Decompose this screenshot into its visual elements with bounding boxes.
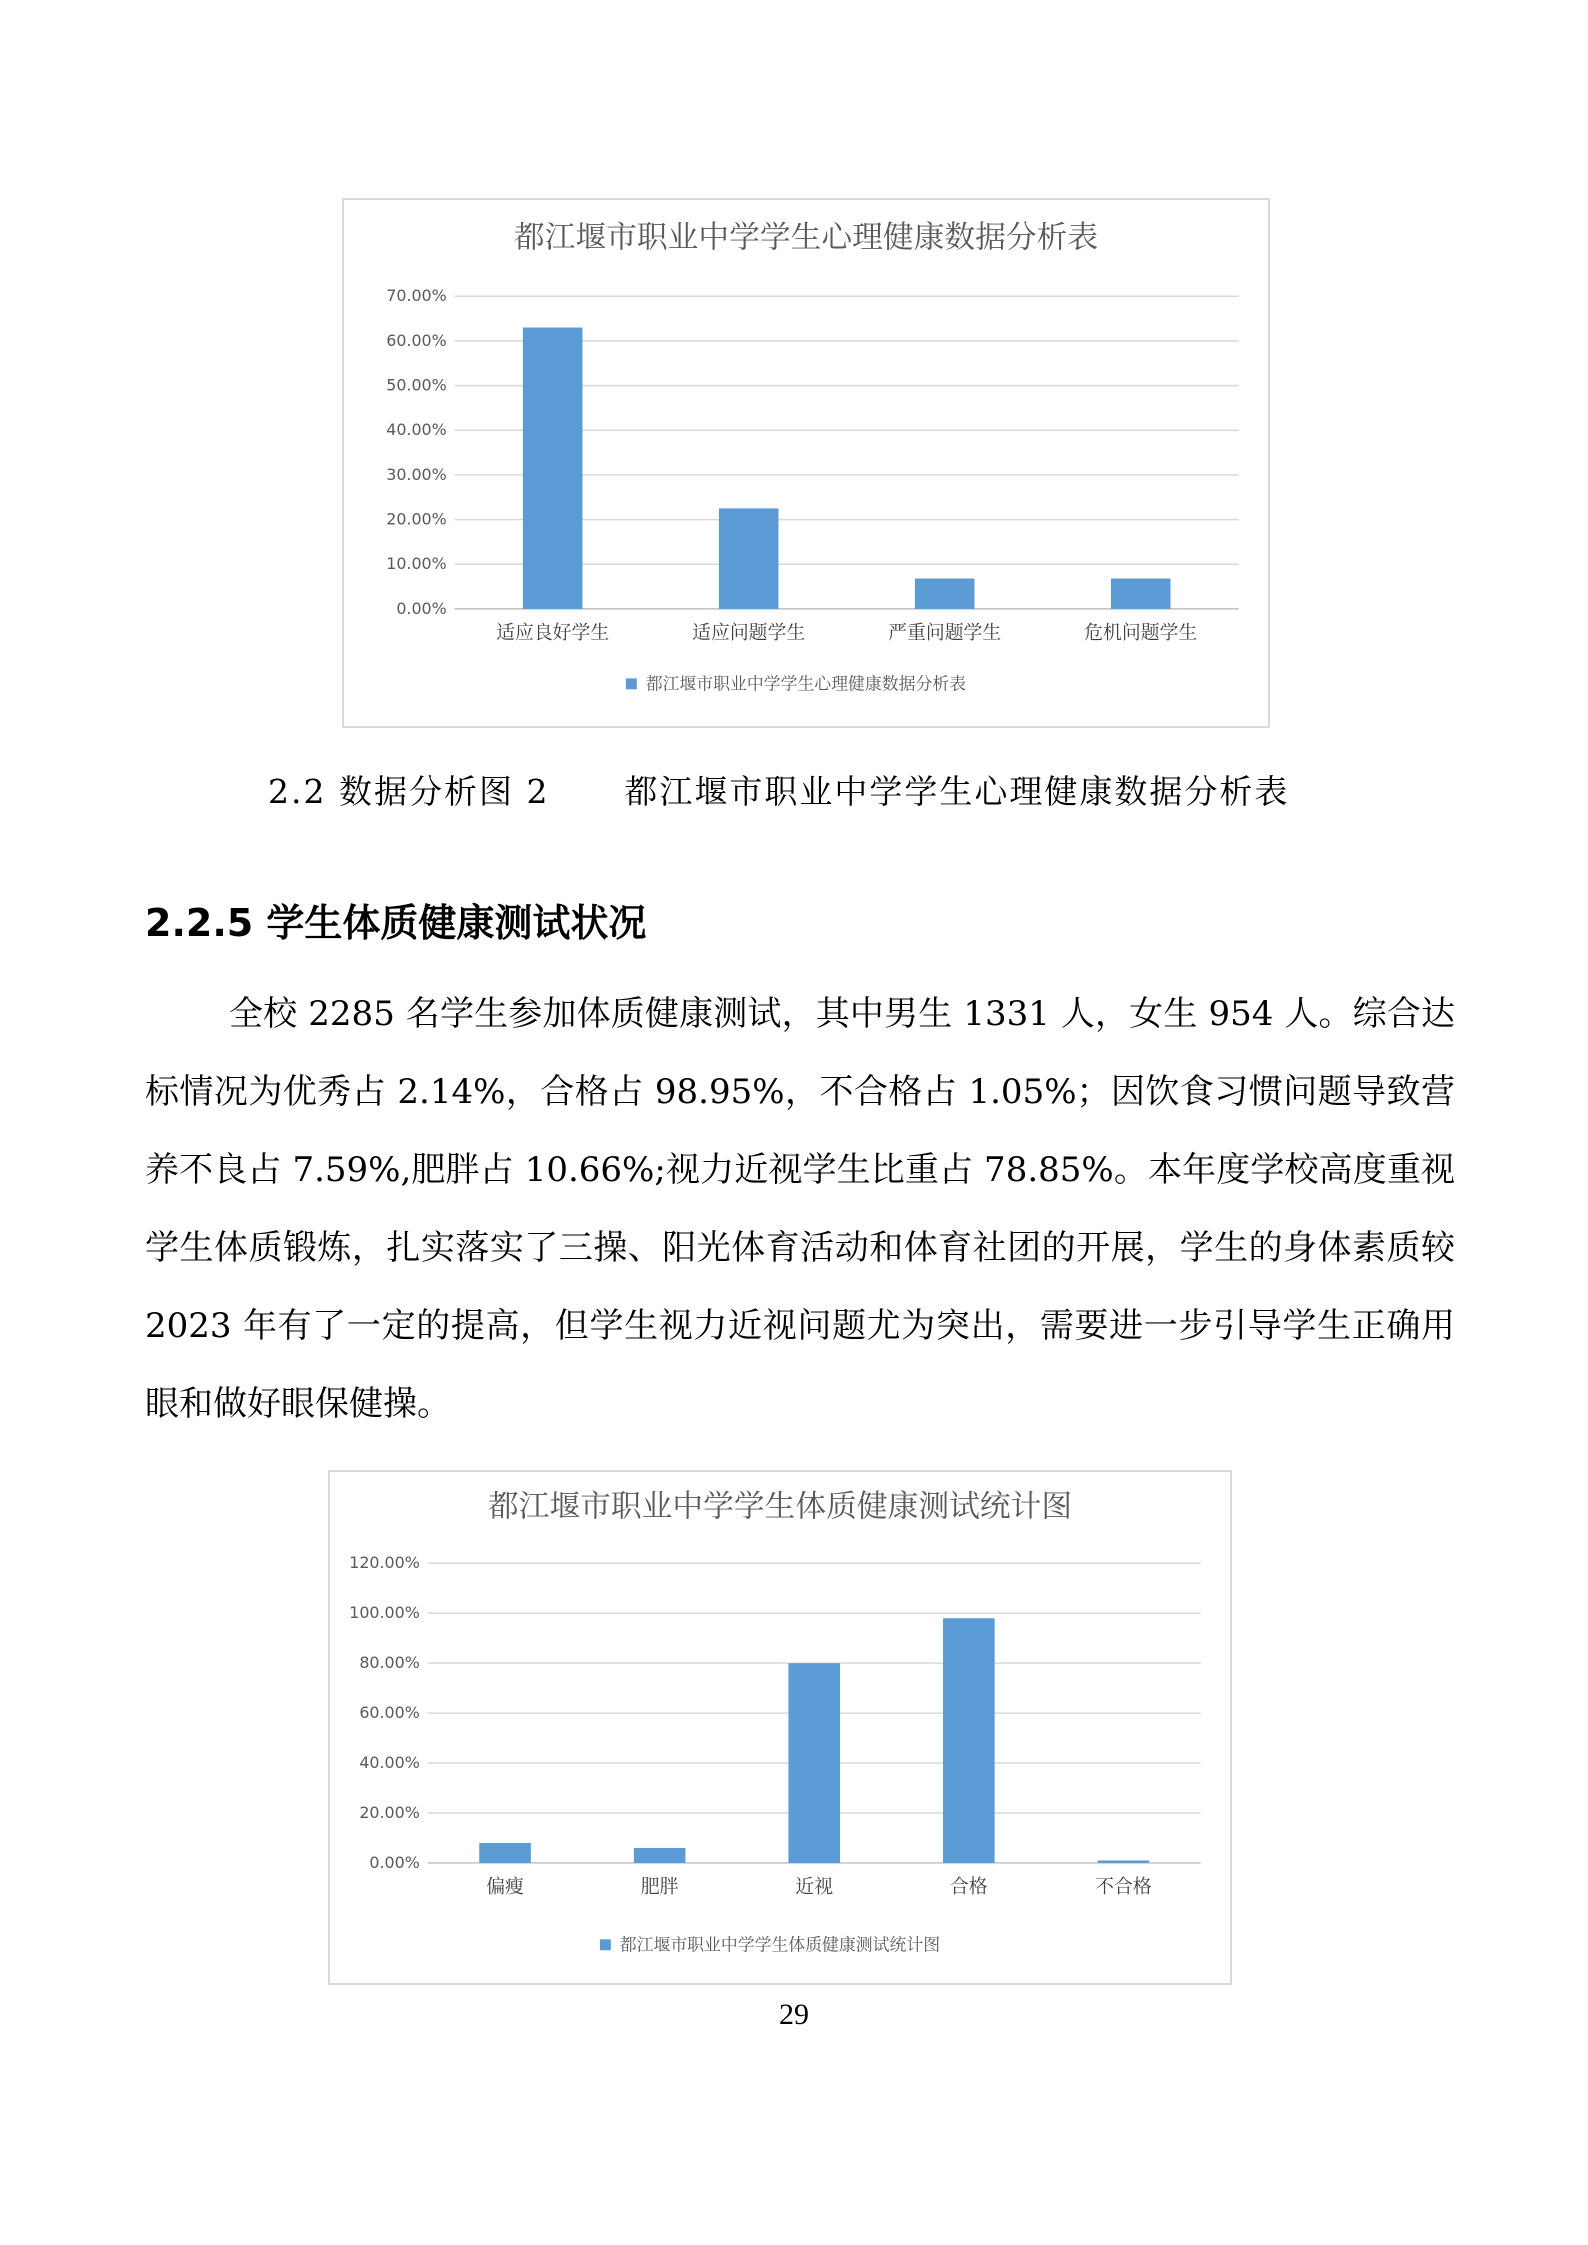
- category-label: 适应良好学生: [496, 622, 610, 644]
- bar: [479, 1843, 531, 1863]
- bar: [634, 1848, 686, 1863]
- chart-title: 都江堰市职业中学学生心理健康数据分析表: [513, 219, 1099, 256]
- y-tick-label: 120.00%: [349, 1553, 420, 1573]
- category-label: 适应问题学生: [692, 622, 806, 644]
- y-tick-label: 60.00%: [386, 330, 447, 350]
- y-tick-label: 80.00%: [359, 1653, 420, 1673]
- category-label: 不合格: [1095, 1876, 1152, 1898]
- category-label: 偏瘦: [486, 1876, 524, 1898]
- y-tick-label: 0.00%: [369, 1852, 420, 1872]
- legend-label: 都江堰市职业中学学生心理健康数据分析表: [645, 673, 967, 694]
- bar: [915, 579, 975, 609]
- y-tick-label: 60.00%: [359, 1703, 420, 1723]
- y-tick-label: 100.00%: [349, 1603, 420, 1623]
- y-tick-label: 50.00%: [386, 375, 447, 395]
- bar: [943, 1618, 995, 1863]
- bar: [788, 1663, 840, 1863]
- legend-label: 都江堰市职业中学学生体质健康测试统计图: [619, 1934, 941, 1955]
- y-tick-label: 10.00%: [386, 554, 447, 574]
- physical-health-chart: [328, 1470, 1232, 1985]
- category-label: 肥胖: [640, 1876, 679, 1898]
- bar: [719, 508, 779, 608]
- physical-health-chart-svg: [330, 1472, 1230, 1983]
- bar: [523, 328, 583, 609]
- y-tick-label: 40.00%: [386, 420, 447, 440]
- y-tick-label: 20.00%: [359, 1802, 420, 1822]
- category-label: 危机问题学生: [1084, 622, 1198, 644]
- category-label: 近视: [795, 1876, 834, 1898]
- y-tick-label: 20.00%: [386, 509, 447, 529]
- page-number: 29: [779, 1998, 809, 2031]
- bar: [1098, 1860, 1150, 1862]
- body-paragraph: 全校 2285 名学生参加体质健康测试，其中男生 1331 人，女生 954 人。综合达标情况为优秀占 2.14%，合格占 98.95%，不合格占 1.05%；因饮食习惯问题导致营养不良占 7.59%,肥胖占 10.66%;视力近视学生比重占 78.85%。本年度学校高度重视学生体质锻炼，扎实落实了三操、阳光体育活动和体育社团的开展，学生的身体素质较 2023 年有了一定的提高，但学生视力近视问题尤为突出，需要进一步引导学生正确用眼和做好眼保健操。: [145, 994, 1455, 1424]
- y-tick-label: 40.00%: [359, 1753, 420, 1773]
- figure-caption: 2.2 数据分析图 2 都江堰市职业中学学生心理健康数据分析表: [268, 772, 1290, 811]
- psych-health-chart: [342, 198, 1270, 728]
- section-title: 2.2.5 学生体质健康测试状况: [145, 901, 647, 945]
- category-label: 严重问题学生: [888, 622, 1002, 644]
- y-tick-label: 0.00%: [396, 598, 447, 618]
- chart-title: 都江堰市职业中学学生体质健康测试统计图: [487, 1488, 1073, 1525]
- legend-swatch: [600, 1939, 611, 1950]
- y-tick-label: 70.00%: [386, 286, 447, 306]
- y-tick-label: 30.00%: [386, 464, 447, 484]
- category-label: 合格: [949, 1876, 988, 1898]
- legend-swatch: [626, 678, 637, 689]
- psych-health-chart-svg: [344, 200, 1268, 726]
- bar: [1111, 579, 1171, 609]
